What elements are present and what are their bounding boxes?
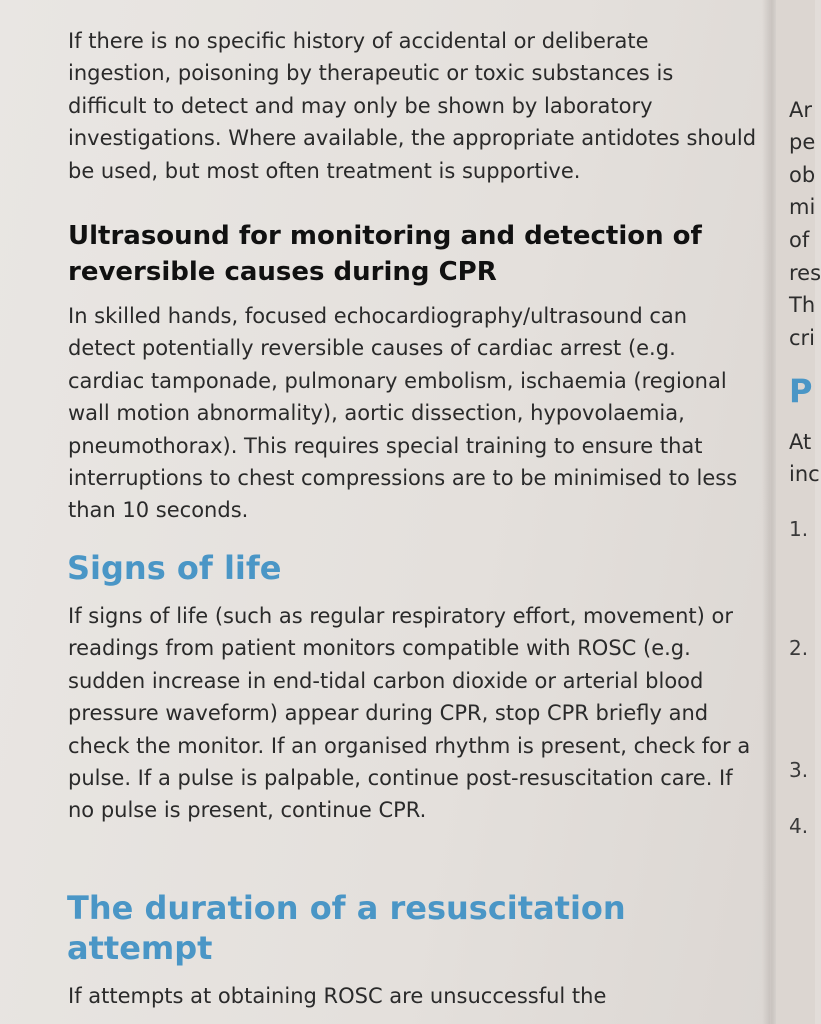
ultrasound-paragraph: In skilled hands, focused echocardiography/ultrasound can detect potentially reversible causes of cardiac arrest (e.g. cardiac tamponade, pulmonary embolism, ischaemia (regional wall motion abnormality), aortic dissection, hypovolaemia, pneumothorax). This requires special training to ensure that interruptions to chest compressions are to be minimised to less than 10 seconds. xyxy=(68,304,738,523)
right-text-fragment: pe xyxy=(789,130,816,154)
list-number: 3. xyxy=(789,758,809,782)
right-text-fragment: of xyxy=(789,228,810,252)
right-text-fragment: mi xyxy=(789,195,816,219)
right-text-fragment: cri xyxy=(789,326,816,350)
list-number: 4. xyxy=(789,814,809,838)
right-heading-fragment: P xyxy=(789,372,813,410)
right-text-fragment: ob xyxy=(789,163,816,187)
duration-paragraph: If attempts at obtaining ROSC are unsuccessful the xyxy=(68,984,607,1008)
signs-of-life-heading: Signs of life xyxy=(67,549,282,587)
right-text-fragment: res xyxy=(789,261,821,285)
list-number: 1. xyxy=(789,517,809,541)
intro-paragraph: If there is no specific history of accidental or deliberate ingestion, poisoning by therapeutic or toxic substances is difficult to detect and may only be shown by laboratory investigations. Where available, the appropriate antidotes should be used, but most often treatment is supportive. xyxy=(68,29,757,183)
signs-of-life-paragraph: If signs of life (such as regular respiratory effort, movement) or readings from patient monitors compatible with ROSC (e.g. sudden increase in end-tidal carbon dioxide or arterial blood pressure waveform) appear during CPR, stop CPR briefly and check the monitor. If an organised rhythm is present, check for a pulse. If a pulse is palpable, continue post-resuscitation care. If no pulse is present, continue CPR. xyxy=(68,604,751,823)
right-text-fragment: Ar xyxy=(789,98,812,122)
right-text-fragment: Th xyxy=(789,293,816,317)
right-text-fragment: At xyxy=(789,430,812,454)
right-text-fragment: inc xyxy=(789,462,820,486)
ultrasound-heading: Ultrasound for monitoring and detection of reversible causes during CPR xyxy=(68,221,702,287)
duration-heading: The duration of a resuscitation attempt xyxy=(67,889,626,967)
list-number: 2. xyxy=(789,636,809,660)
